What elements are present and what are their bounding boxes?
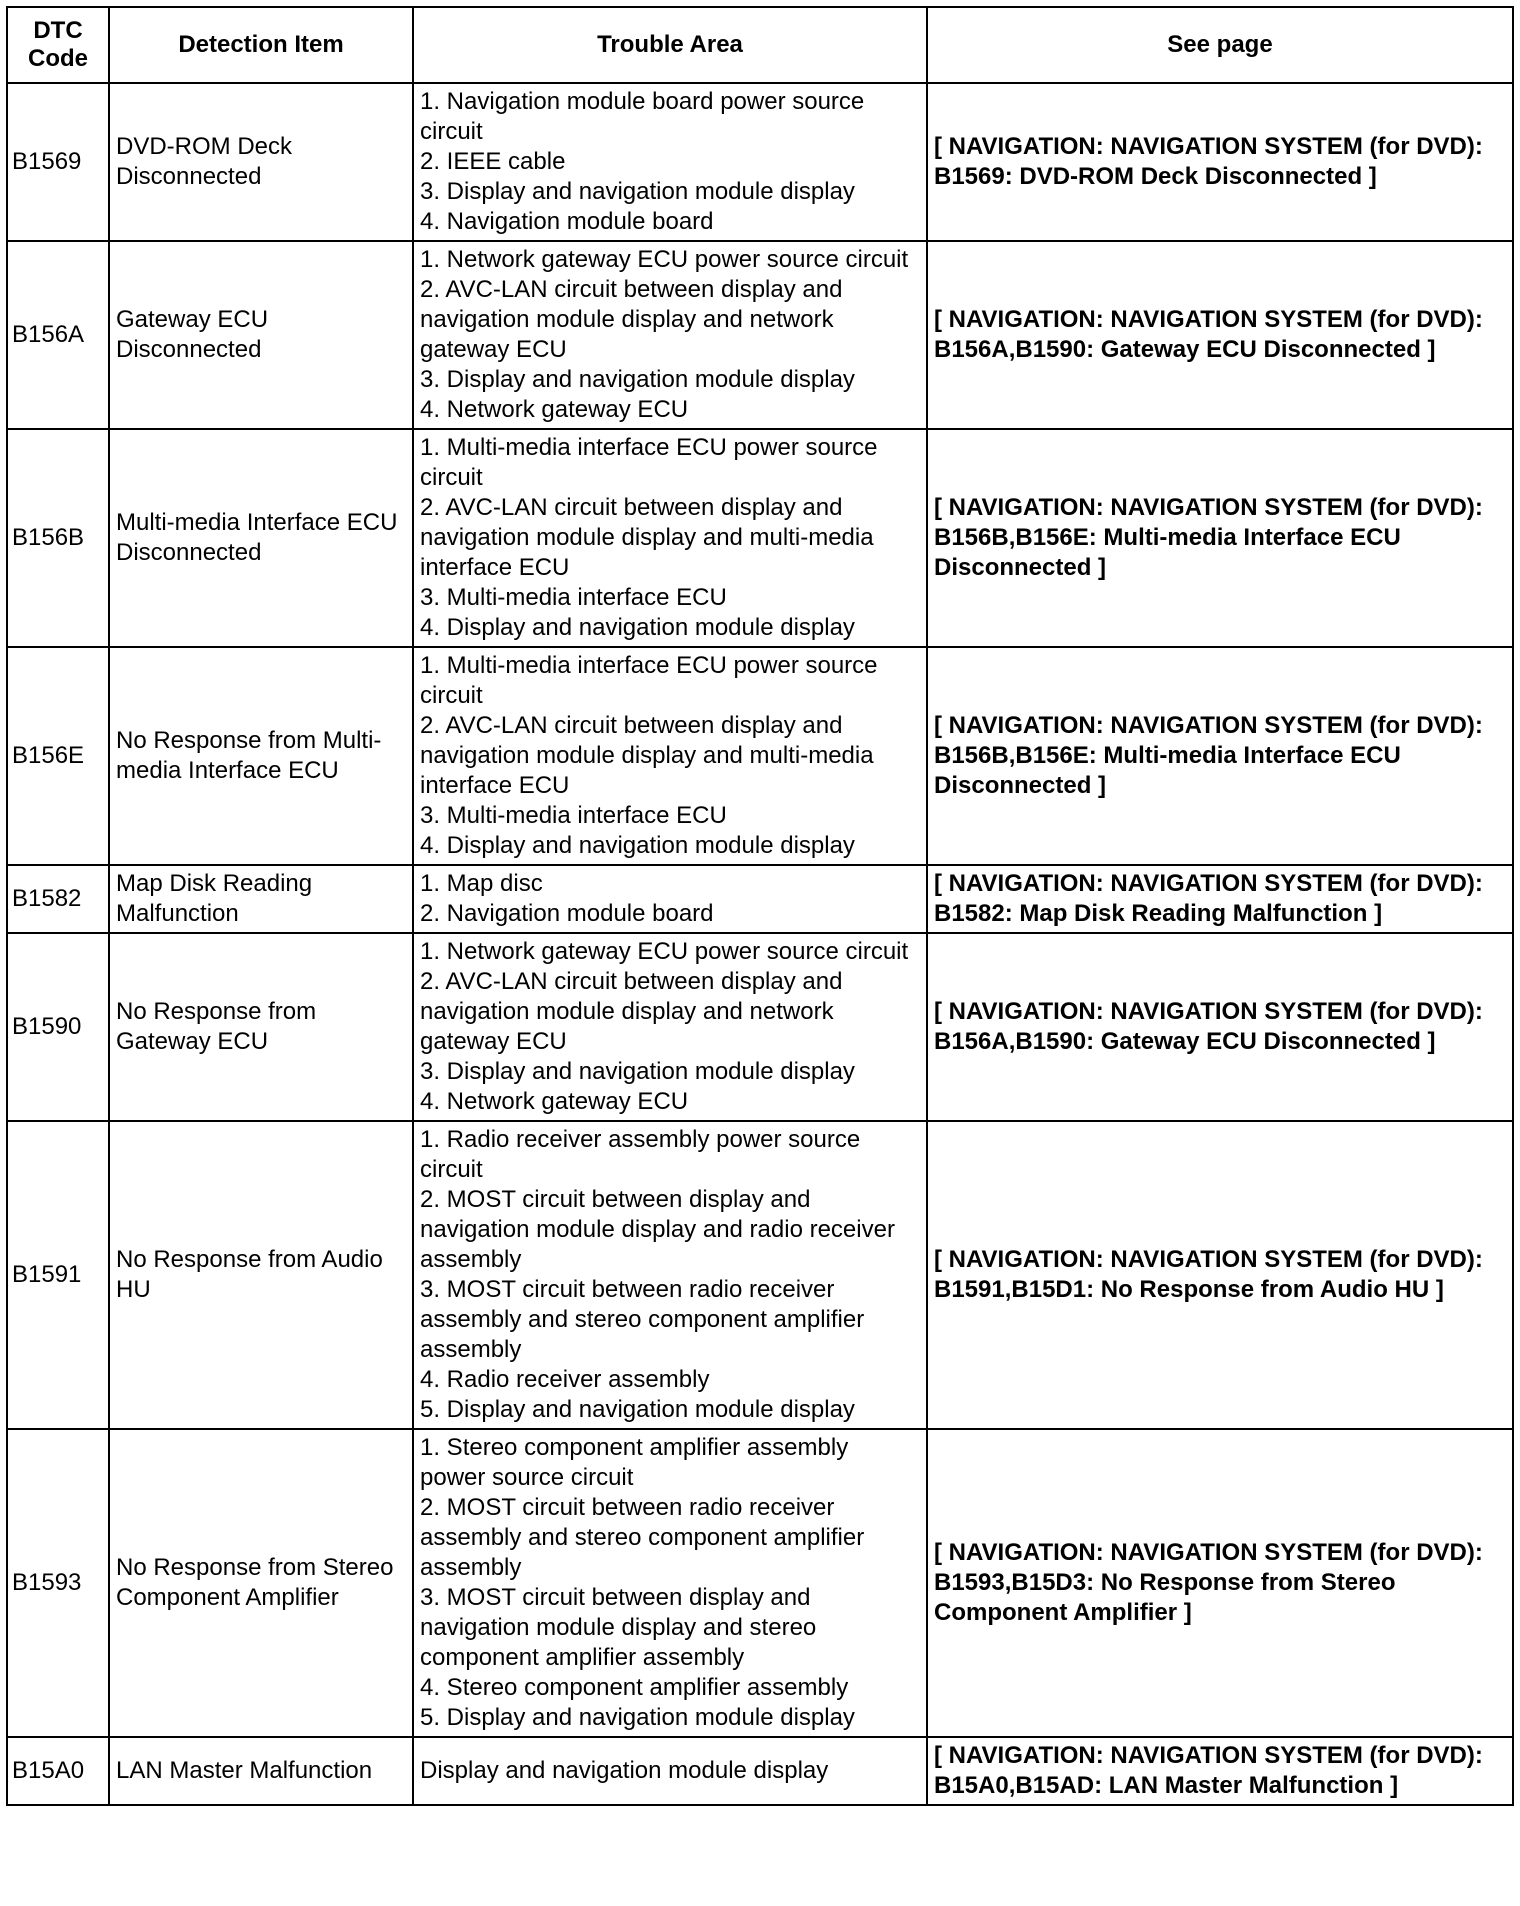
header-detection-item: Detection Item — [109, 7, 413, 83]
trouble-area-item: 1. Map disc — [420, 870, 543, 897]
table-row — [7, 83, 1513, 241]
trouble-area-item: 1. Navigation module board power source circuit — [420, 88, 865, 145]
dtc-code-cell: B1569 — [7, 83, 109, 241]
trouble-area-item: 1. Multi-media interface ECU power source circuit — [420, 652, 878, 709]
table-body — [7, 83, 1513, 1805]
trouble-area-cell — [413, 241, 927, 429]
see-page-link[interactable]: [ NAVIGATION: NAVIGATION SYSTEM (for DVD): B156A,B1590: Gateway ECU Disconnected ] — [927, 241, 1513, 429]
trouble-area-item: 5. Display and navigation module display — [420, 1396, 855, 1423]
trouble-area-item: 2. MOST circuit between radio receiver assembly and stereo component amplifier assembly — [420, 1494, 865, 1581]
dtc-code-cell: B156E — [7, 647, 109, 865]
table-row — [7, 1737, 1513, 1805]
dtc-code-cell: B1590 — [7, 933, 109, 1121]
detection-item-cell: Gateway ECU Disconnected — [109, 241, 413, 429]
trouble-area-item: 5. Display and navigation module display — [420, 1704, 855, 1731]
trouble-area-cell — [413, 865, 927, 933]
trouble-area-cell — [413, 429, 927, 647]
table-row — [7, 933, 1513, 1121]
trouble-area-item: 3. Display and navigation module display — [420, 1058, 855, 1085]
detection-item-cell: Multi-media Interface ECU Disconnected — [109, 429, 413, 647]
trouble-area-item: 2. AVC-LAN circuit between display and navigation module display and multi-media interface ECU — [420, 494, 874, 581]
trouble-area-item: 4. Display and navigation module display — [420, 614, 855, 641]
trouble-area-item: 3. MOST circuit between display and navigation module display and stereo component amplifier assembly — [420, 1584, 817, 1671]
header-see-page: See page — [927, 7, 1513, 83]
see-page-link[interactable]: [ NAVIGATION: NAVIGATION SYSTEM (for DVD): B1591,B15D1: No Response from Audio HU ] — [927, 1121, 1513, 1429]
header-trouble-area: Trouble Area — [413, 7, 927, 83]
trouble-area-item: 2. IEEE cable — [420, 148, 566, 175]
trouble-area-item: 2. MOST circuit between display and navigation module display and radio receiver assembly — [420, 1186, 895, 1273]
trouble-area-cell — [413, 83, 927, 241]
trouble-area-item: 4. Stereo component amplifier assembly — [420, 1674, 849, 1701]
header-dtc-code: DTC Code — [7, 7, 109, 83]
table-row — [7, 865, 1513, 933]
detection-item-cell: No Response from Stereo Component Amplifier — [109, 1429, 413, 1737]
trouble-area-item: 4. Navigation module board — [420, 208, 714, 235]
see-page-link[interactable]: [ NAVIGATION: NAVIGATION SYSTEM (for DVD): B15A0,B15AD: LAN Master Malfunction ] — [927, 1737, 1513, 1805]
dtc-code-cell: B1591 — [7, 1121, 109, 1429]
trouble-area-cell — [413, 933, 927, 1121]
trouble-area-cell — [413, 647, 927, 865]
trouble-area-item: 1. Radio receiver assembly power source circuit — [420, 1126, 861, 1183]
dtc-table — [6, 6, 1514, 1806]
detection-item-cell: No Response from Gateway ECU — [109, 933, 413, 1121]
trouble-area-item: 4. Network gateway ECU — [420, 396, 689, 423]
trouble-area-item: 2. Navigation module board — [420, 900, 714, 927]
trouble-area-item: 4. Display and navigation module display — [420, 832, 855, 859]
dtc-code-cell: B156B — [7, 429, 109, 647]
trouble-area-cell — [413, 1737, 927, 1805]
dtc-table-container — [6, 6, 1512, 1806]
trouble-area-item: 3. MOST circuit between radio receiver assembly and stereo component amplifier assembly — [420, 1276, 865, 1363]
trouble-area-item: 1. Network gateway ECU power source circuit — [420, 246, 909, 273]
detection-item-cell: DVD-ROM Deck Disconnected — [109, 83, 413, 241]
see-page-link[interactable]: [ NAVIGATION: NAVIGATION SYSTEM (for DVD): B1593,B15D3: No Response from Stereo Component Amplifier ] — [927, 1429, 1513, 1737]
trouble-area-item: 4. Radio receiver assembly — [420, 1366, 710, 1393]
trouble-area-item: 4. Network gateway ECU — [420, 1088, 689, 1115]
table-row — [7, 647, 1513, 865]
see-page-link[interactable]: [ NAVIGATION: NAVIGATION SYSTEM (for DVD): B156A,B1590: Gateway ECU Disconnected ] — [927, 933, 1513, 1121]
trouble-area-cell — [413, 1121, 927, 1429]
trouble-area-item: 2. AVC-LAN circuit between display and navigation module display and network gateway ECU — [420, 968, 843, 1055]
dtc-code-cell: B156A — [7, 241, 109, 429]
dtc-code-cell: B15A0 — [7, 1737, 109, 1805]
detection-item-cell: Map Disk Reading Malfunction — [109, 865, 413, 933]
trouble-area-cell — [413, 1429, 927, 1737]
detection-item-cell: LAN Master Malfunction — [109, 1737, 413, 1805]
trouble-area-item: 3. Display and navigation module display — [420, 178, 855, 205]
trouble-area-item: 3. Display and navigation module display — [420, 366, 855, 393]
see-page-link[interactable]: [ NAVIGATION: NAVIGATION SYSTEM (for DVD): B1582: Map Disk Reading Malfunction ] — [927, 865, 1513, 933]
detection-item-cell: No Response from Audio HU — [109, 1121, 413, 1429]
dtc-code-cell: B1593 — [7, 1429, 109, 1737]
see-page-link[interactable]: [ NAVIGATION: NAVIGATION SYSTEM (for DVD): B156B,B156E: Multi-media Interface ECU Disconnected ] — [927, 647, 1513, 865]
trouble-area-item: 3. Multi-media interface ECU — [420, 802, 727, 829]
see-page-link[interactable]: [ NAVIGATION: NAVIGATION SYSTEM (for DVD): B156B,B156E: Multi-media Interface ECU Disconnected ] — [927, 429, 1513, 647]
trouble-area-item: 2. AVC-LAN circuit between display and navigation module display and multi-media interface ECU — [420, 712, 874, 799]
see-page-link[interactable]: [ NAVIGATION: NAVIGATION SYSTEM (for DVD): B1569: DVD-ROM Deck Disconnected ] — [927, 83, 1513, 241]
table-row — [7, 429, 1513, 647]
dtc-code-cell: B1582 — [7, 865, 109, 933]
trouble-area-item: 3. Multi-media interface ECU — [420, 584, 727, 611]
trouble-area-item: 1. Network gateway ECU power source circuit — [420, 938, 909, 965]
detection-item-cell: No Response from Multi-media Interface ECU — [109, 647, 413, 865]
table-row — [7, 1429, 1513, 1737]
table-row — [7, 241, 1513, 429]
trouble-area-item: 1. Multi-media interface ECU power source circuit — [420, 434, 878, 491]
trouble-area-item: Display and navigation module display — [420, 1757, 829, 1784]
trouble-area-item: 1. Stereo component amplifier assembly power source circuit — [420, 1434, 849, 1491]
table-row — [7, 1121, 1513, 1429]
trouble-area-item: 2. AVC-LAN circuit between display and navigation module display and network gateway ECU — [420, 276, 843, 363]
table-header-row — [7, 7, 1513, 83]
